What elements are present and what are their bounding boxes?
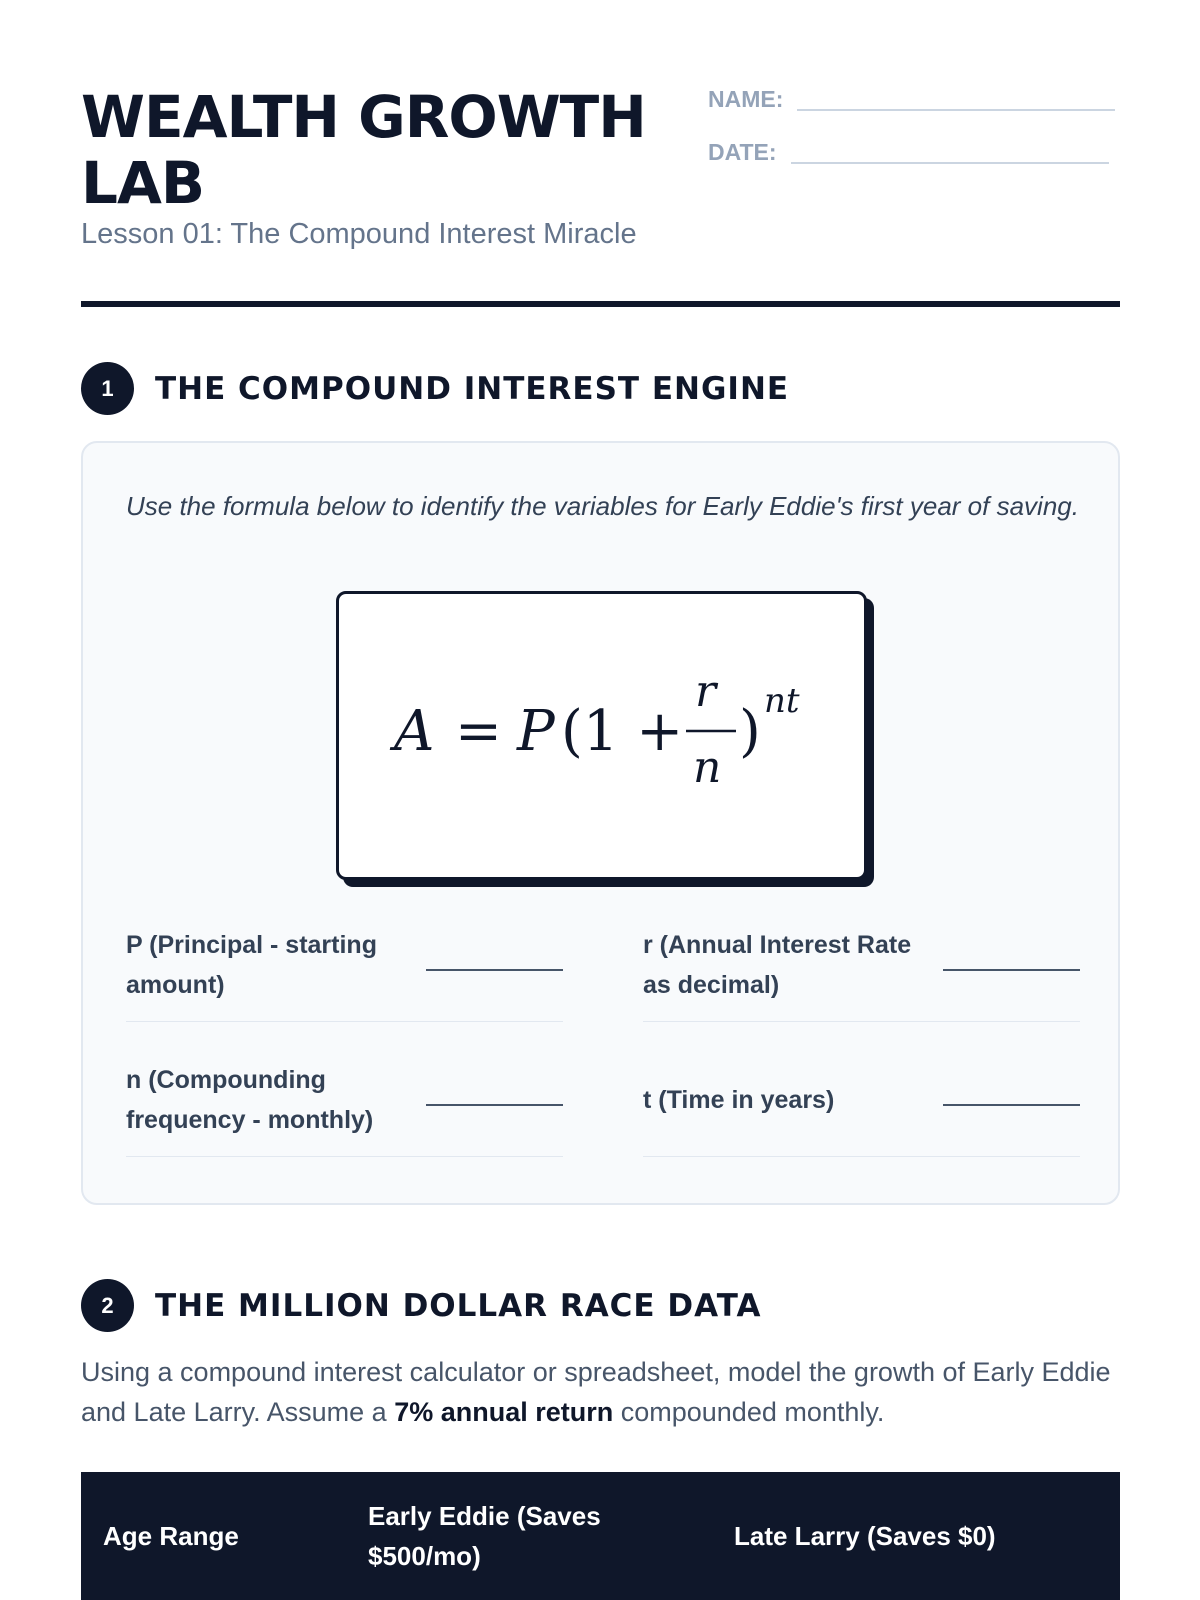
variable-label: r (Annual Interest Rate as decimal) — [643, 931, 912, 999]
formula-numerator: r — [695, 666, 717, 717]
time-answer-line[interactable] — [943, 1104, 1080, 1106]
name-label: NAME: — [708, 86, 784, 112]
section-2-instructions — [81, 1352, 1120, 1432]
section-1-title: THE COMPOUND INTEREST ENGINE — [155, 370, 790, 407]
lesson-subtitle: Lesson 01: The Compound Interest Miracle — [81, 218, 637, 250]
variable-principal — [126, 909, 563, 1022]
rate-answer-line[interactable] — [943, 969, 1080, 971]
formula-open: (1 + — [561, 699, 684, 764]
compound-interest-formula — [339, 594, 864, 877]
variable-frequency — [126, 1044, 563, 1157]
formula-equals: = — [455, 699, 502, 764]
race-data-table — [81, 1472, 1120, 1600]
header-divider — [81, 301, 1120, 307]
formula-box — [336, 591, 867, 880]
section-2-number-badge: 2 — [81, 1279, 134, 1332]
page-title: WEALTH GROWTH LAB — [81, 83, 646, 217]
variable-label: n (Compounding frequency - monthly) — [126, 1066, 374, 1134]
formula-instructions: Use the formula below to identify the variables for Early Eddie's first year of saving. — [126, 491, 1079, 521]
name-field — [708, 86, 1115, 113]
variable-time — [643, 1044, 1080, 1157]
variable-rate — [643, 909, 1080, 1022]
section-2-title: THE MILLION DOLLAR RACE DATA — [155, 1287, 762, 1324]
date-field — [708, 139, 1109, 166]
instructions-text-start: Using a compound interest calculator or spreadsheet, model the growth of Early Eddie and Late Larry. Assume a — [81, 1357, 1111, 1427]
date-input-line[interactable] — [791, 162, 1109, 164]
formula-denominator: n — [693, 742, 722, 793]
variable-label: P (Principal - starting amount) — [126, 931, 377, 999]
column-header-age-range: Age Range — [103, 1521, 239, 1551]
section-1-heading — [81, 362, 789, 415]
formula-close: ) — [739, 699, 761, 764]
annual-return-highlight: 7% annual return — [394, 1397, 614, 1427]
worksheet-header — [81, 84, 1120, 304]
column-header-early-eddie: Early Eddie (Saves $500/mo) — [368, 1501, 601, 1571]
principal-answer-line[interactable] — [426, 969, 563, 971]
formula-p: P — [517, 699, 555, 764]
frequency-answer-line[interactable] — [426, 1104, 563, 1106]
instructions-text-end: compounded monthly. — [613, 1397, 885, 1427]
formula-exponent: nt — [764, 681, 800, 721]
name-input-line[interactable] — [797, 109, 1115, 111]
table-header-row — [81, 1472, 1120, 1600]
formula-card — [81, 441, 1120, 1205]
formula-a: A — [394, 699, 435, 764]
section-1-number-badge: 1 — [81, 362, 134, 415]
date-label: DATE: — [708, 139, 777, 165]
variable-label: t (Time in years) — [643, 1086, 835, 1114]
column-header-late-larry: Late Larry (Saves $0) — [734, 1521, 996, 1551]
section-2-heading — [81, 1279, 761, 1332]
